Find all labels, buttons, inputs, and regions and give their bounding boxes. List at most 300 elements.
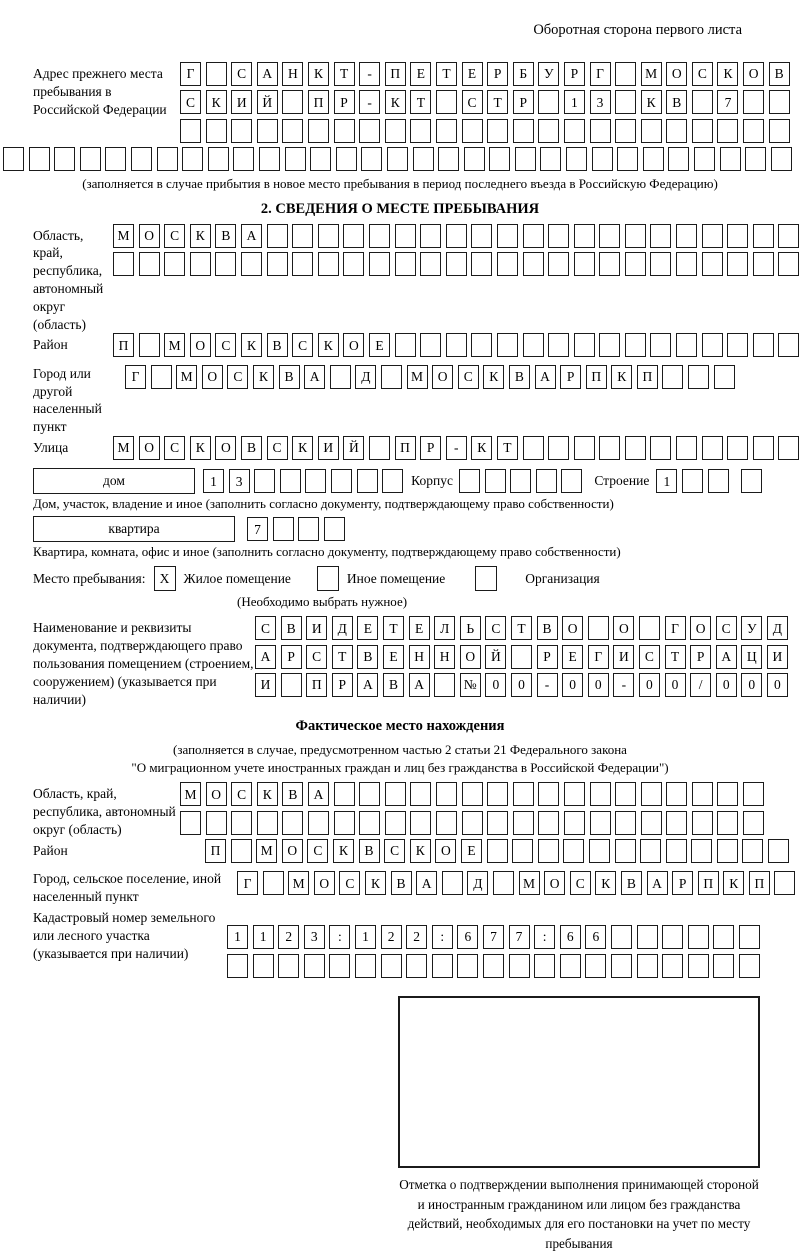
char-box[interactable] <box>611 925 632 949</box>
char-box[interactable] <box>538 839 559 863</box>
char-box[interactable] <box>359 782 380 806</box>
char-box[interactable] <box>599 252 620 276</box>
char-box[interactable]: А <box>535 365 556 389</box>
char-box[interactable] <box>717 839 738 863</box>
char-box[interactable] <box>54 147 75 171</box>
char-box[interactable]: М <box>256 839 277 863</box>
char-box[interactable]: Р <box>564 62 585 86</box>
char-box[interactable] <box>157 147 178 171</box>
char-box[interactable]: : <box>534 925 555 949</box>
char-box[interactable] <box>637 925 658 949</box>
char-box[interactable]: 7 <box>483 925 504 949</box>
char-box[interactable] <box>457 954 478 978</box>
char-box[interactable]: О <box>435 839 456 863</box>
char-box[interactable] <box>564 782 585 806</box>
char-box[interactable] <box>523 224 544 248</box>
char-box[interactable]: П <box>586 365 607 389</box>
char-box[interactable] <box>625 224 646 248</box>
char-box[interactable] <box>540 147 561 171</box>
char-box[interactable] <box>113 252 134 276</box>
char-box[interactable] <box>641 811 662 835</box>
char-box[interactable] <box>590 811 611 835</box>
char-box[interactable] <box>676 436 697 460</box>
char-box[interactable] <box>743 811 764 835</box>
char-box[interactable] <box>588 616 609 640</box>
char-box[interactable]: М <box>407 365 428 389</box>
char-box[interactable] <box>727 224 748 248</box>
char-box[interactable]: Т <box>511 616 532 640</box>
char-box[interactable] <box>471 333 492 357</box>
char-box[interactable]: Р <box>332 673 353 697</box>
char-box[interactable] <box>511 645 532 669</box>
char-box[interactable] <box>650 252 671 276</box>
char-box[interactable] <box>442 871 463 895</box>
char-box[interactable]: С <box>339 871 360 895</box>
char-box[interactable]: 0 <box>639 673 660 697</box>
char-box[interactable] <box>666 119 687 143</box>
char-box[interactable] <box>395 224 416 248</box>
char-box[interactable]: Е <box>383 645 404 669</box>
char-box[interactable] <box>662 925 683 949</box>
char-box[interactable]: В <box>267 333 288 357</box>
char-box[interactable] <box>753 224 774 248</box>
char-box[interactable]: 1 <box>656 469 677 493</box>
char-box[interactable] <box>625 436 646 460</box>
char-box[interactable] <box>713 954 734 978</box>
char-box[interactable] <box>410 119 431 143</box>
char-box[interactable]: 0 <box>511 673 532 697</box>
char-box[interactable] <box>538 90 559 114</box>
char-box[interactable]: О <box>743 62 764 86</box>
char-box[interactable] <box>282 90 303 114</box>
char-box[interactable] <box>318 224 339 248</box>
char-box[interactable] <box>708 469 729 493</box>
checkbox-organization[interactable] <box>475 566 497 591</box>
char-box[interactable]: М <box>113 224 134 248</box>
char-box[interactable] <box>743 782 764 806</box>
char-box[interactable]: Д <box>332 616 353 640</box>
char-box[interactable] <box>359 119 380 143</box>
char-box[interactable]: 6 <box>560 925 581 949</box>
char-box[interactable]: В <box>769 62 790 86</box>
char-box[interactable] <box>459 469 480 493</box>
char-box[interactable] <box>497 252 518 276</box>
char-box[interactable]: 6 <box>585 925 606 949</box>
char-box[interactable] <box>329 954 350 978</box>
char-box[interactable] <box>688 365 709 389</box>
char-box[interactable]: С <box>306 645 327 669</box>
char-box[interactable]: Й <box>485 645 506 669</box>
char-box[interactable]: С <box>716 616 737 640</box>
char-box[interactable] <box>523 333 544 357</box>
char-box[interactable] <box>420 333 441 357</box>
char-box[interactable]: К <box>717 62 738 86</box>
char-box[interactable] <box>105 147 126 171</box>
char-box[interactable] <box>742 839 763 863</box>
char-box[interactable]: 6 <box>457 925 478 949</box>
char-box[interactable] <box>561 469 582 493</box>
char-box[interactable] <box>241 252 262 276</box>
checkbox-other-premises[interactable] <box>317 566 339 591</box>
char-box[interactable]: Н <box>434 645 455 669</box>
char-box[interactable] <box>589 839 610 863</box>
char-box[interactable] <box>151 365 172 389</box>
char-box[interactable] <box>509 954 530 978</box>
char-box[interactable]: К <box>641 90 662 114</box>
char-box[interactable]: С <box>292 333 313 357</box>
char-box[interactable]: О <box>139 436 160 460</box>
char-box[interactable] <box>717 119 738 143</box>
char-box[interactable]: О <box>544 871 565 895</box>
char-box[interactable]: Т <box>410 90 431 114</box>
char-box[interactable]: К <box>318 333 339 357</box>
char-box[interactable]: М <box>641 62 662 86</box>
char-box[interactable] <box>560 954 581 978</box>
char-box[interactable] <box>267 224 288 248</box>
char-box[interactable] <box>548 333 569 357</box>
char-box[interactable]: В <box>279 365 300 389</box>
char-box[interactable]: М <box>519 871 540 895</box>
char-box[interactable]: П <box>306 673 327 697</box>
char-box[interactable] <box>743 90 764 114</box>
char-box[interactable] <box>727 436 748 460</box>
char-box[interactable]: А <box>308 782 329 806</box>
char-box[interactable]: П <box>395 436 416 460</box>
char-box[interactable]: С <box>639 645 660 669</box>
char-box[interactable] <box>436 119 457 143</box>
char-box[interactable] <box>615 62 636 86</box>
char-box[interactable] <box>599 333 620 357</box>
char-box[interactable] <box>438 147 459 171</box>
char-box[interactable]: Р <box>513 90 534 114</box>
char-box[interactable]: У <box>538 62 559 86</box>
char-box[interactable] <box>361 147 382 171</box>
char-box[interactable]: А <box>357 673 378 697</box>
char-box[interactable] <box>254 469 275 493</box>
char-box[interactable]: О <box>139 224 160 248</box>
char-box[interactable]: О <box>343 333 364 357</box>
char-box[interactable]: 2 <box>406 925 427 949</box>
char-box[interactable]: Р <box>537 645 558 669</box>
char-box[interactable]: - <box>613 673 634 697</box>
char-box[interactable] <box>80 147 101 171</box>
char-box[interactable] <box>369 252 390 276</box>
char-box[interactable]: Р <box>690 645 711 669</box>
char-box[interactable]: М <box>180 782 201 806</box>
char-box[interactable]: П <box>698 871 719 895</box>
char-box[interactable]: Е <box>462 62 483 86</box>
char-box[interactable]: О <box>282 839 303 863</box>
char-box[interactable] <box>369 436 390 460</box>
char-box[interactable] <box>717 811 738 835</box>
char-box[interactable] <box>446 224 467 248</box>
char-box[interactable]: К <box>595 871 616 895</box>
char-box[interactable] <box>381 954 402 978</box>
char-box[interactable] <box>182 147 203 171</box>
char-box[interactable]: Д <box>767 616 788 640</box>
char-box[interactable] <box>324 517 345 541</box>
char-box[interactable] <box>590 119 611 143</box>
char-box[interactable] <box>343 252 364 276</box>
char-box[interactable] <box>282 811 303 835</box>
char-box[interactable]: : <box>329 925 350 949</box>
char-box[interactable] <box>666 811 687 835</box>
char-box[interactable] <box>462 119 483 143</box>
char-box[interactable] <box>436 90 457 114</box>
char-box[interactable]: Р <box>281 645 302 669</box>
char-box[interactable]: А <box>257 62 278 86</box>
char-box[interactable] <box>548 436 569 460</box>
char-box[interactable] <box>462 782 483 806</box>
char-box[interactable] <box>615 782 636 806</box>
char-box[interactable] <box>676 333 697 357</box>
char-box[interactable] <box>471 252 492 276</box>
char-box[interactable]: Б <box>513 62 534 86</box>
char-box[interactable] <box>434 673 455 697</box>
char-box[interactable] <box>641 119 662 143</box>
char-box[interactable] <box>395 333 416 357</box>
char-box[interactable] <box>387 147 408 171</box>
char-box[interactable] <box>369 224 390 248</box>
char-box[interactable] <box>745 147 766 171</box>
char-box[interactable] <box>285 147 306 171</box>
char-box[interactable] <box>534 954 555 978</box>
char-box[interactable] <box>574 252 595 276</box>
char-box[interactable]: В <box>621 871 642 895</box>
char-box[interactable]: О <box>314 871 335 895</box>
char-box[interactable] <box>381 365 402 389</box>
char-box[interactable]: Е <box>410 62 431 86</box>
char-box[interactable] <box>774 871 795 895</box>
char-box[interactable] <box>298 517 319 541</box>
char-box[interactable]: 2 <box>278 925 299 949</box>
char-box[interactable]: Д <box>467 871 488 895</box>
char-box[interactable] <box>410 782 431 806</box>
char-box[interactable] <box>446 333 467 357</box>
char-box[interactable] <box>643 147 664 171</box>
char-box[interactable]: А <box>255 645 276 669</box>
char-box[interactable]: П <box>637 365 658 389</box>
char-box[interactable]: 0 <box>588 673 609 697</box>
char-box[interactable]: М <box>288 871 309 895</box>
char-box[interactable] <box>420 252 441 276</box>
char-box[interactable]: 1 <box>564 90 585 114</box>
char-box[interactable] <box>280 469 301 493</box>
char-box[interactable] <box>334 811 355 835</box>
char-box[interactable]: Н <box>409 645 430 669</box>
char-box[interactable]: А <box>416 871 437 895</box>
char-box[interactable] <box>273 517 294 541</box>
char-box[interactable] <box>668 147 689 171</box>
char-box[interactable] <box>692 811 713 835</box>
char-box[interactable] <box>471 224 492 248</box>
char-box[interactable]: К <box>365 871 386 895</box>
char-box[interactable] <box>640 839 661 863</box>
char-box[interactable]: О <box>460 645 481 669</box>
char-box[interactable] <box>308 811 329 835</box>
char-box[interactable] <box>682 469 703 493</box>
char-box[interactable]: 0 <box>716 673 737 697</box>
char-box[interactable]: - <box>359 62 380 86</box>
char-box[interactable] <box>564 811 585 835</box>
char-box[interactable]: И <box>306 616 327 640</box>
char-box[interactable]: П <box>113 333 134 357</box>
char-box[interactable] <box>330 365 351 389</box>
char-box[interactable] <box>666 782 687 806</box>
char-box[interactable] <box>410 811 431 835</box>
char-box[interactable]: С <box>462 90 483 114</box>
char-box[interactable] <box>233 147 254 171</box>
char-box[interactable] <box>497 224 518 248</box>
char-box[interactable] <box>691 839 712 863</box>
char-box[interactable] <box>336 147 357 171</box>
char-box[interactable]: К <box>483 365 504 389</box>
char-box[interactable] <box>278 954 299 978</box>
char-box[interactable]: К <box>611 365 632 389</box>
char-box[interactable]: В <box>241 436 262 460</box>
char-box[interactable]: М <box>113 436 134 460</box>
char-box[interactable]: В <box>215 224 236 248</box>
char-box[interactable] <box>355 954 376 978</box>
char-box[interactable] <box>510 469 531 493</box>
char-box[interactable]: М <box>176 365 197 389</box>
char-box[interactable]: С <box>384 839 405 863</box>
char-box[interactable]: О <box>206 782 227 806</box>
char-box[interactable] <box>564 119 585 143</box>
char-box[interactable] <box>666 839 687 863</box>
char-box[interactable] <box>538 782 559 806</box>
checkbox-residential[interactable]: X <box>154 566 176 591</box>
char-box[interactable] <box>263 871 284 895</box>
char-box[interactable] <box>180 119 201 143</box>
char-box[interactable]: 3 <box>590 90 611 114</box>
char-box[interactable] <box>139 252 160 276</box>
char-box[interactable] <box>487 811 508 835</box>
char-box[interactable] <box>599 436 620 460</box>
char-box[interactable] <box>548 224 569 248</box>
char-box[interactable] <box>536 469 557 493</box>
char-box[interactable] <box>739 954 760 978</box>
char-box[interactable] <box>164 252 185 276</box>
char-box[interactable] <box>574 333 595 357</box>
char-box[interactable] <box>778 436 799 460</box>
char-box[interactable] <box>483 954 504 978</box>
char-box[interactable] <box>385 119 406 143</box>
char-box[interactable]: - <box>446 436 467 460</box>
char-box[interactable]: С <box>485 616 506 640</box>
char-box[interactable]: 0 <box>562 673 583 697</box>
char-box[interactable]: Е <box>369 333 390 357</box>
char-box[interactable] <box>717 782 738 806</box>
char-box[interactable]: № <box>460 673 481 697</box>
char-box[interactable] <box>513 782 534 806</box>
char-box[interactable] <box>131 147 152 171</box>
char-box[interactable]: С <box>215 333 236 357</box>
char-box[interactable] <box>310 147 331 171</box>
char-box[interactable] <box>497 333 518 357</box>
char-box[interactable]: С <box>255 616 276 640</box>
char-box[interactable]: Г <box>180 62 201 86</box>
char-box[interactable] <box>617 147 638 171</box>
char-box[interactable] <box>420 224 441 248</box>
char-box[interactable] <box>692 119 713 143</box>
char-box[interactable] <box>464 147 485 171</box>
char-box[interactable]: К <box>723 871 744 895</box>
char-box[interactable] <box>513 119 534 143</box>
char-box[interactable] <box>487 839 508 863</box>
char-box[interactable] <box>231 119 252 143</box>
char-box[interactable] <box>714 365 735 389</box>
char-box[interactable] <box>304 954 325 978</box>
char-box[interactable] <box>727 252 748 276</box>
char-box[interactable] <box>180 811 201 835</box>
char-box[interactable]: К <box>206 90 227 114</box>
char-box[interactable] <box>318 252 339 276</box>
char-box[interactable] <box>489 147 510 171</box>
char-box[interactable]: В <box>509 365 530 389</box>
char-box[interactable] <box>702 436 723 460</box>
char-box[interactable] <box>359 811 380 835</box>
char-box[interactable]: К <box>292 436 313 460</box>
char-box[interactable]: 1 <box>227 925 248 949</box>
char-box[interactable] <box>694 147 715 171</box>
char-box[interactable] <box>769 119 790 143</box>
char-box[interactable] <box>692 782 713 806</box>
char-box[interactable] <box>523 436 544 460</box>
char-box[interactable]: Р <box>560 365 581 389</box>
char-box[interactable]: 0 <box>741 673 762 697</box>
char-box[interactable]: В <box>357 645 378 669</box>
char-box[interactable] <box>599 224 620 248</box>
char-box[interactable] <box>702 333 723 357</box>
char-box[interactable] <box>292 252 313 276</box>
char-box[interactable]: Й <box>343 436 364 460</box>
char-box[interactable]: 0 <box>767 673 788 697</box>
char-box[interactable]: К <box>190 224 211 248</box>
char-box[interactable] <box>778 224 799 248</box>
char-box[interactable] <box>585 954 606 978</box>
char-box[interactable]: 0 <box>485 673 506 697</box>
char-box[interactable] <box>190 252 211 276</box>
char-box[interactable]: Т <box>436 62 457 86</box>
char-box[interactable]: К <box>190 436 211 460</box>
char-box[interactable] <box>702 224 723 248</box>
char-box[interactable] <box>206 811 227 835</box>
char-box[interactable] <box>436 782 457 806</box>
char-box[interactable] <box>611 954 632 978</box>
char-box[interactable]: А <box>409 673 430 697</box>
char-box[interactable]: Й <box>257 90 278 114</box>
char-box[interactable]: Р <box>420 436 441 460</box>
char-box[interactable] <box>413 147 434 171</box>
char-box[interactable]: 1 <box>355 925 376 949</box>
char-box[interactable]: В <box>282 782 303 806</box>
char-box[interactable] <box>592 147 613 171</box>
char-box[interactable] <box>676 252 697 276</box>
char-box[interactable] <box>615 811 636 835</box>
char-box[interactable]: Г <box>237 871 258 895</box>
char-box[interactable]: О <box>190 333 211 357</box>
char-box[interactable] <box>771 147 792 171</box>
char-box[interactable] <box>676 224 697 248</box>
char-box[interactable] <box>305 469 326 493</box>
char-box[interactable]: 3 <box>304 925 325 949</box>
char-box[interactable] <box>615 119 636 143</box>
char-box[interactable] <box>713 925 734 949</box>
char-box[interactable]: С <box>570 871 591 895</box>
char-box[interactable] <box>334 782 355 806</box>
char-box[interactable] <box>292 224 313 248</box>
